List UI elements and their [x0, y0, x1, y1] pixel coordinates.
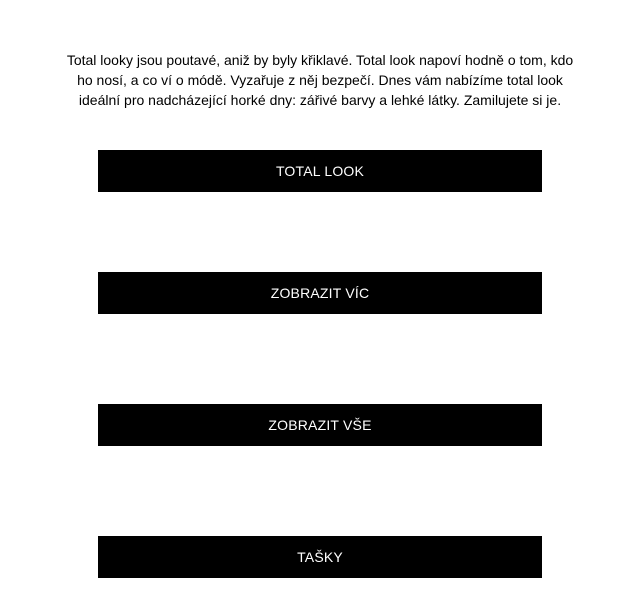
bags-button[interactable]: TAŠKY	[98, 536, 542, 578]
total-look-button[interactable]: TOTAL LOOK	[98, 150, 542, 192]
show-more-button[interactable]: ZOBRAZIT VÍC	[98, 272, 542, 314]
show-all-button[interactable]: ZOBRAZIT VŠE	[98, 404, 542, 446]
intro-paragraph: Total looky jsou poutavé, aniž by byly křiklavé. Total look napoví hodně o tom, kdo ho nosí, a co ví o módě. Vyzařuje z něj bezpečí. Dnes vám nabízíme total look ideální pro nadcházející horké dny: zářivé barvy a lehké látky. Zamilujete si je.	[66, 52, 574, 108]
